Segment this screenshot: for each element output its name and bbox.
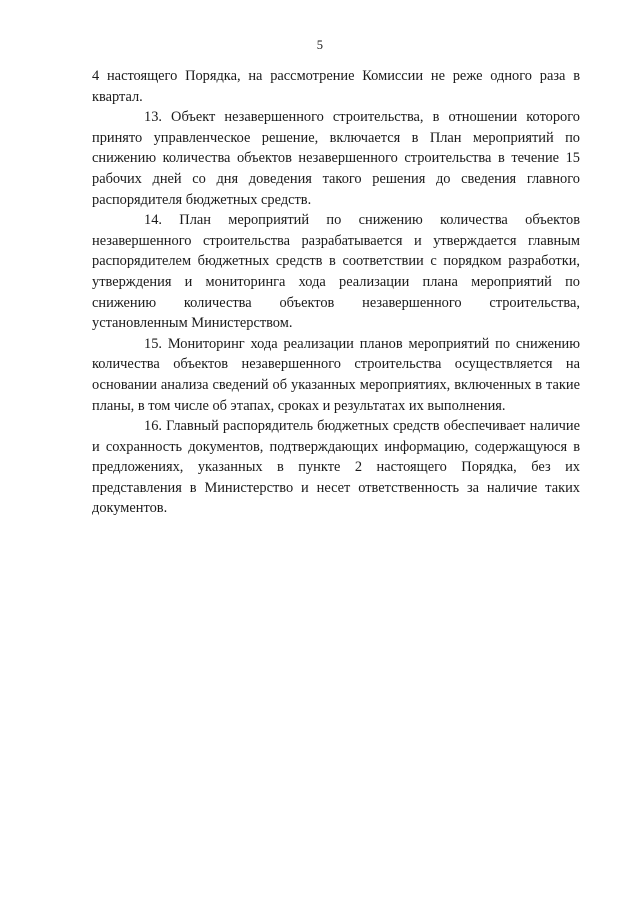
paragraph-15 [92, 334, 580, 416]
paragraph-14 [92, 210, 580, 334]
page-number: 5 [316, 38, 324, 52]
paragraph-text: 16. Главный распорядитель бюджетных средств обеспечивает наличие и сохранность документов, подтверждающих информацию, содержащуюся в предложениях, указанных в пункте 2 настоящего Порядка, без их представления в Министерство и несет ответственность за наличие таких документов. [92, 418, 580, 517]
paragraph-16 [92, 416, 580, 519]
paragraph-text: 15. Мониторинг хода реализации планов мероприятий по снижению количества объектов незавершенного строительства осуществляется на основании анализа сведений об указанных мероприятиях, включенных в такие планы, в том числе об этапах, сроках и результатах их выполнения. [92, 335, 580, 414]
paragraph-text: 4 настоящего Порядка, на рассмотрение Комиссии не реже одного раза в квартал. [92, 68, 580, 105]
paragraph-text: 14. План мероприятий по снижению количества объектов незавершенного строительства разрабатывается и утверждается главным распорядителем бюджетных средств в соответствии с порядком разработки, утверждения и мониторинга хода реализации плана мероприятий по снижению количества объектов незавершенного строительства, установленным Министерством. [92, 212, 580, 332]
document-body [92, 66, 580, 519]
paragraph-continuation [92, 66, 580, 107]
paragraph-text: 13. Объект незавершенного строительства, в отношении которого принято управленческое решение, включается в План мероприятий по снижению количества объектов незавершенного строительства в течение 15 рабочих дней со дня доведения такого решения до сведения главного распорядителя бюджетных средств. [92, 109, 580, 208]
paragraph-13 [92, 107, 580, 210]
